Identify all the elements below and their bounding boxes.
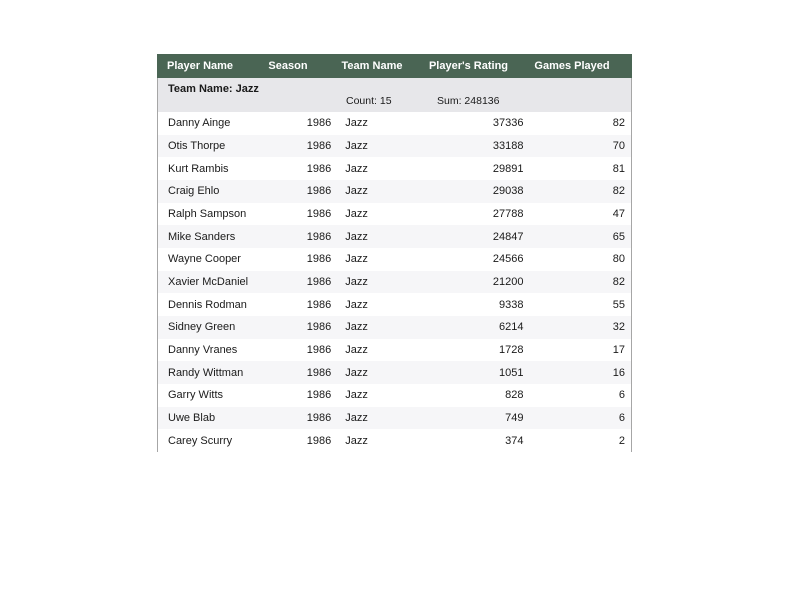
cell-players-rating: 1728 <box>498 343 524 356</box>
table-row <box>158 361 631 384</box>
cell-player-name: Danny Vranes <box>168 343 238 356</box>
cell-season: 1986 <box>306 434 332 447</box>
cell-team-name: Jazz <box>345 275 368 288</box>
table-row <box>158 248 631 271</box>
cell-games-played: 6 <box>618 411 626 424</box>
cell-season: 1986 <box>306 275 332 288</box>
cell-players-rating: 6214 <box>498 321 524 334</box>
cell-player-name: Uwe Blab <box>168 411 216 424</box>
cell-season: 1986 <box>306 389 332 402</box>
cell-season: 1986 <box>306 139 332 152</box>
cell-games-played: 82 <box>612 117 626 130</box>
cell-players-rating: 1051 <box>498 366 524 379</box>
cell-games-played: 55 <box>612 298 626 311</box>
table-body <box>157 112 632 452</box>
cell-players-rating: 24566 <box>492 253 524 266</box>
group-title: Team Name: Jazz <box>168 83 259 95</box>
cell-games-played: 16 <box>612 366 626 379</box>
cell-season: 1986 <box>306 185 332 198</box>
cell-season: 1986 <box>306 411 332 424</box>
column-header-season: Season <box>268 60 308 72</box>
cell-player-name: Kurt Rambis <box>168 162 229 175</box>
cell-games-played: 82 <box>612 185 626 198</box>
cell-player-name: Sidney Green <box>168 321 236 334</box>
cell-player-name: Otis Thorpe <box>168 139 226 152</box>
cell-season: 1986 <box>306 253 332 266</box>
cell-games-played: 81 <box>612 162 626 175</box>
cell-team-name: Jazz <box>345 298 368 311</box>
cell-player-name: Carey Scurry <box>168 434 233 447</box>
cell-players-rating: 374 <box>505 434 524 447</box>
column-header-players-rating: Player's Rating <box>428 60 509 72</box>
cell-games-played: 70 <box>612 139 626 152</box>
cell-players-rating: 33188 <box>492 139 524 152</box>
cell-players-rating: 29891 <box>492 162 524 175</box>
table-row <box>158 135 631 158</box>
cell-players-rating: 749 <box>505 411 524 424</box>
cell-player-name: Randy Wittman <box>168 366 244 379</box>
cell-team-name: Jazz <box>345 230 368 243</box>
cell-season: 1986 <box>306 162 332 175</box>
cell-team-name: Jazz <box>345 207 368 220</box>
cell-team-name: Jazz <box>345 411 368 424</box>
cell-season: 1986 <box>306 230 332 243</box>
table-row <box>158 157 631 180</box>
cell-games-played: 6 <box>618 389 626 402</box>
cell-team-name: Jazz <box>345 139 368 152</box>
group-sum-label: Sum: 248136 <box>437 95 500 107</box>
cell-players-rating: 21200 <box>492 275 524 288</box>
cell-team-name: Jazz <box>345 117 368 130</box>
cell-games-played: 47 <box>612 207 626 220</box>
table-row <box>158 316 631 339</box>
cell-team-name: Jazz <box>345 185 368 198</box>
cell-player-name: Xavier McDaniel <box>168 275 249 288</box>
cell-games-played: 17 <box>612 343 626 356</box>
cell-team-name: Jazz <box>345 253 368 266</box>
cell-games-played: 2 <box>618 434 626 447</box>
cell-team-name: Jazz <box>345 366 368 379</box>
cell-games-played: 80 <box>612 253 626 266</box>
cell-games-played: 65 <box>612 230 626 243</box>
cell-season: 1986 <box>306 117 332 130</box>
cell-games-played: 32 <box>612 321 626 334</box>
table-header-row <box>157 54 632 78</box>
cell-team-name: Jazz <box>345 389 368 402</box>
cell-player-name: Craig Ehlo <box>168 185 220 198</box>
table-row <box>158 203 631 226</box>
table-row <box>158 293 631 316</box>
cell-player-name: Dennis Rodman <box>168 298 247 311</box>
table-row <box>158 407 631 430</box>
table-row <box>158 225 631 248</box>
table-row <box>158 384 631 407</box>
cell-season: 1986 <box>306 298 332 311</box>
cell-player-name: Garry Witts <box>168 389 223 402</box>
cell-season: 1986 <box>306 207 332 220</box>
group-summary-band <box>157 78 632 112</box>
cell-player-name: Mike Sanders <box>168 230 236 243</box>
cell-players-rating: 9338 <box>498 298 524 311</box>
cell-team-name: Jazz <box>345 162 368 175</box>
cell-players-rating: 29038 <box>492 185 524 198</box>
cell-player-name: Ralph Sampson <box>168 207 247 220</box>
cell-team-name: Jazz <box>345 343 368 356</box>
column-header-player-name: Player Name <box>167 60 234 72</box>
cell-players-rating: 828 <box>505 389 524 402</box>
cell-season: 1986 <box>306 366 332 379</box>
group-count-label: Count: 15 <box>346 95 392 107</box>
table-row <box>158 180 631 203</box>
column-header-games-played: Games Played <box>534 60 610 72</box>
cell-games-played: 82 <box>612 275 626 288</box>
cell-player-name: Wayne Cooper <box>168 253 241 266</box>
table-row <box>158 271 631 294</box>
column-header-team-name: Team Name <box>341 60 403 72</box>
cell-team-name: Jazz <box>345 321 368 334</box>
table-row <box>158 429 631 452</box>
cell-season: 1986 <box>306 321 332 334</box>
cell-players-rating: 37336 <box>492 117 524 130</box>
player-stats-table <box>157 54 632 452</box>
cell-players-rating: 27788 <box>492 207 524 220</box>
cell-player-name: Danny Ainge <box>168 117 231 130</box>
cell-players-rating: 24847 <box>492 230 524 243</box>
cell-team-name: Jazz <box>345 434 368 447</box>
cell-season: 1986 <box>306 343 332 356</box>
table-row <box>158 112 631 135</box>
table-row <box>158 339 631 362</box>
